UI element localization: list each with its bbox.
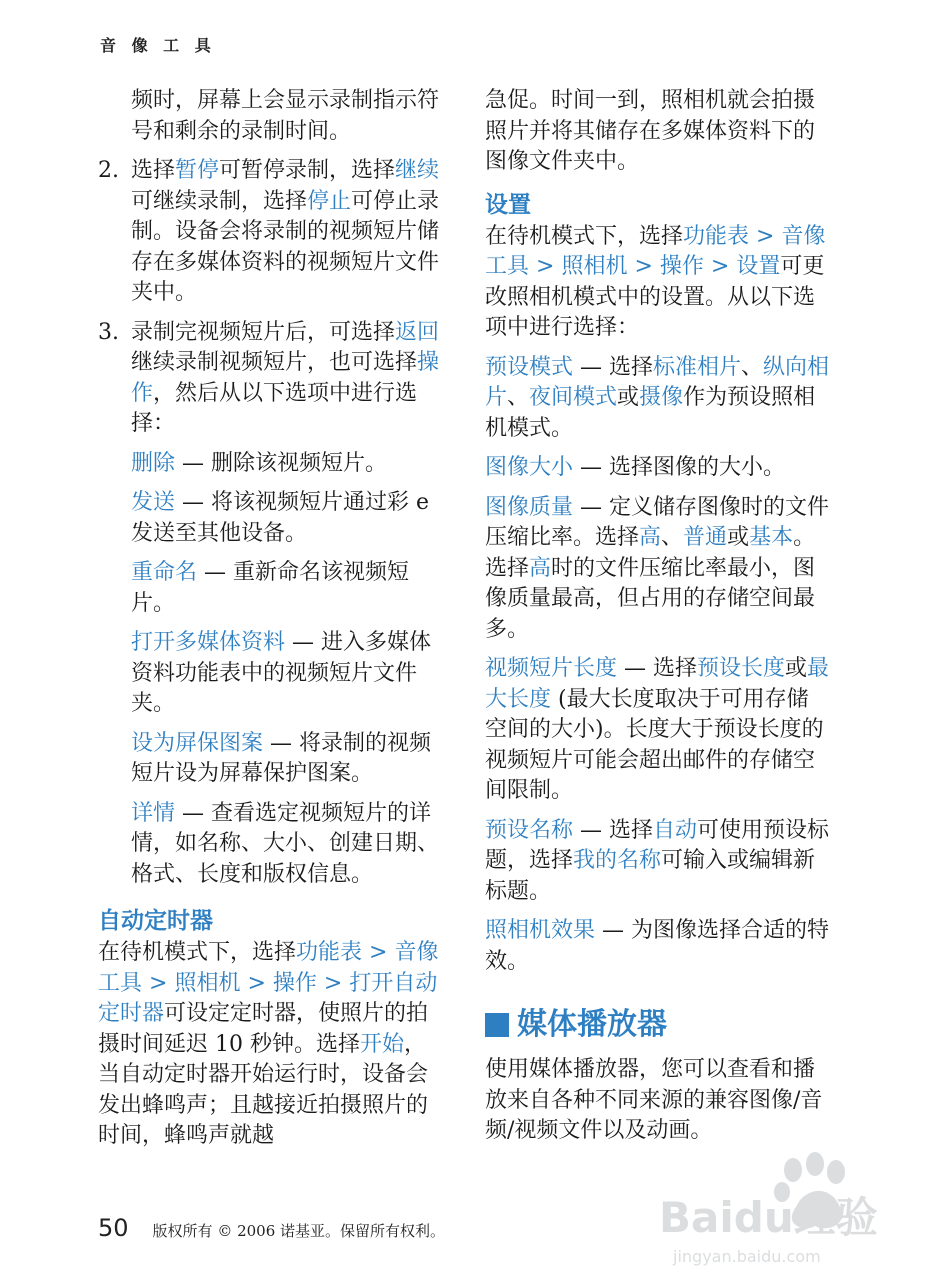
av-tools-link[interactable]: 音像工具 xyxy=(98,940,439,996)
option-item: 详情 — 查看选定视频短片的详情，如名称、大小、创建日期、格式、长度和版权信息。 xyxy=(131,800,440,887)
section-heading-settings: 设置 xyxy=(485,191,531,218)
setting-key[interactable]: 图像质量 xyxy=(485,494,574,520)
media-player-paragraph: 使用媒体播放器，您可以查看和播放来自各种不同来源的兼容图像/音频/视频文件以及动画。 xyxy=(485,1057,823,1143)
setting-key[interactable]: 视频短片长度 xyxy=(485,656,618,681)
av-tools-link[interactable]: 音像工具 xyxy=(485,223,826,279)
section-heading-self-timer: 自动定时器 xyxy=(98,908,213,934)
page-number: 50 xyxy=(98,1214,129,1242)
setting-image-quality: 图像质量 — 定义储存图像时的文件压缩比率。选择高、普通或基本。选择高时的文件压缩比率最小，图像质量最高，但占用的存储空间最多。 xyxy=(485,494,830,642)
start-link[interactable]: 开始 xyxy=(359,1031,404,1057)
auto-link[interactable]: 自动 xyxy=(653,817,698,843)
setting-key[interactable]: 预设模式 xyxy=(485,354,574,380)
menu-link[interactable]: 功能表 xyxy=(683,223,750,249)
option-set-screensaver[interactable]: 设为屏保图案 xyxy=(131,730,264,756)
self-timer-paragraph: 在待机模式下，选择功能表 > 音像工具 > 照相机 > 操作 > 打开自动定时器可设定定时器，使照片的拍摄时间延迟 10 秒钟。选择开始，当自动定时器开始运行时，设备会发出蜂鸣声；且越接近拍摄照片的时间，蜂鸣声就越 xyxy=(98,940,439,1148)
portrait-photo-link[interactable]: 纵向相片 xyxy=(485,354,830,410)
paragraph-continued: 频时，屏幕上会显示录制指示符号和剩余的录制时间。 xyxy=(131,88,440,144)
options-link[interactable]: 操作 xyxy=(659,254,704,279)
high-link[interactable]: 高 xyxy=(529,555,552,581)
setting-default-mode: 预设模式 — 选择标准相片、纵向相片、夜间模式或摄像作为预设照相机模式。 xyxy=(485,354,830,441)
section-heading-media-player: 媒体播放器 xyxy=(485,1003,830,1047)
setting-video-length: 视频短片长度 — 选择预设长度或最大长度 (最大长度取决于可用存储空间的大小)。长度大于预设长度的视频短片可能会超出邮件的存储空间限制。 xyxy=(485,656,830,803)
square-bullet-icon xyxy=(485,1013,509,1037)
paragraph-continued: 急促。时间一到，照相机就会拍摄照片并将其储存在多媒体资料下的图像文件夹中。 xyxy=(485,88,816,174)
options-link[interactable]: 操作 xyxy=(272,970,317,996)
my-name-link[interactable]: 我的名称 xyxy=(573,848,662,873)
left-column xyxy=(98,86,443,1152)
right-column xyxy=(485,86,830,1147)
camera-link[interactable]: 照相机 xyxy=(561,254,628,279)
standard-photo-link[interactable]: 标准相片 xyxy=(653,354,742,380)
option-item: 打开多媒体资料 — 进入多媒体资料功能表中的视频短片文件夹。 xyxy=(131,630,432,716)
options-link[interactable]: 操作 xyxy=(131,350,440,406)
open-self-timer-link[interactable]: 打开自动定时器 xyxy=(98,970,438,1026)
option-open-gallery[interactable]: 打开多媒体资料 xyxy=(131,630,286,655)
setting-key[interactable]: 图像大小 xyxy=(485,455,574,480)
running-header: 音 像 工 具 xyxy=(100,36,216,55)
watermark-brand: Baidu经验 xyxy=(659,1193,878,1242)
option-rename[interactable]: 重命名 xyxy=(131,560,198,585)
setting-key[interactable]: 预设名称 xyxy=(485,817,574,843)
step-number: 3. xyxy=(98,319,119,345)
step-2: 2. 选择暂停可暂停录制，选择继续可继续录制，选择停止可停止录制。设备会将录制的视频短片储存在多媒体资料的视频短片文件夹中。 xyxy=(98,158,440,305)
option-item: 设为屏保图案 — 将录制的视频短片设为屏幕保护图案。 xyxy=(131,730,432,786)
copyright-notice: 版权所有 © 2006 诺基亚。保留所有权利。 xyxy=(152,1222,446,1240)
option-details[interactable]: 详情 xyxy=(131,800,176,826)
default-length-link[interactable]: 预设长度 xyxy=(697,656,786,681)
video-link[interactable]: 摄像 xyxy=(639,385,684,410)
setting-key[interactable]: 照相机效果 xyxy=(485,918,596,943)
baidu-watermark xyxy=(655,1140,885,1270)
option-delete[interactable]: 删除 xyxy=(131,450,176,476)
high-link[interactable]: 高 xyxy=(639,525,662,550)
option-item: 重命名 — 重新命名该视频短片。 xyxy=(131,560,410,616)
option-item: 发送 — 将该视频短片通过彩 e 发送至其他设备。 xyxy=(131,490,430,546)
normal-link[interactable]: 普通 xyxy=(683,525,728,550)
page-footer xyxy=(98,1214,445,1242)
setting-image-size: 图像大小 — 选择图像的大小。 xyxy=(485,455,786,480)
menu-link[interactable]: 功能表 xyxy=(296,940,363,965)
settings-link[interactable]: 设置 xyxy=(736,254,781,279)
back-link[interactable]: 返回 xyxy=(395,319,440,345)
stop-link[interactable]: 停止 xyxy=(307,188,352,214)
option-item: 删除 — 删除该视频短片。 xyxy=(131,450,388,476)
watermark-url: jingyan.baidu.com xyxy=(673,1247,821,1266)
setting-camera-effects: 照相机效果 — 为图像选择合适的特效。 xyxy=(485,918,830,974)
camera-link[interactable]: 照相机 xyxy=(174,970,241,996)
settings-paragraph: 在待机模式下，选择功能表 > 音像工具 > 照相机 > 操作 > 设置可更改照相机模式中的设置。从以下选项中进行选择： xyxy=(485,223,826,340)
basic-link[interactable]: 基本 xyxy=(749,525,794,550)
step-number: 2. xyxy=(98,158,119,183)
night-mode-link[interactable]: 夜间模式 xyxy=(529,385,618,410)
resume-link[interactable]: 继续 xyxy=(395,158,440,183)
step-3: 3. 录制完视频短片后，可选择返回继续录制视频短片，也可选择操作，然后从以下选项中进行选择： xyxy=(98,319,440,436)
pause-link[interactable]: 暂停 xyxy=(175,158,220,183)
setting-default-name: 预设名称 — 选择自动可使用预设标题，选择我的名称可输入或编辑新标题。 xyxy=(485,817,830,904)
max-length-link[interactable]: 最大长度 xyxy=(485,656,830,712)
option-send[interactable]: 发送 xyxy=(131,490,176,515)
